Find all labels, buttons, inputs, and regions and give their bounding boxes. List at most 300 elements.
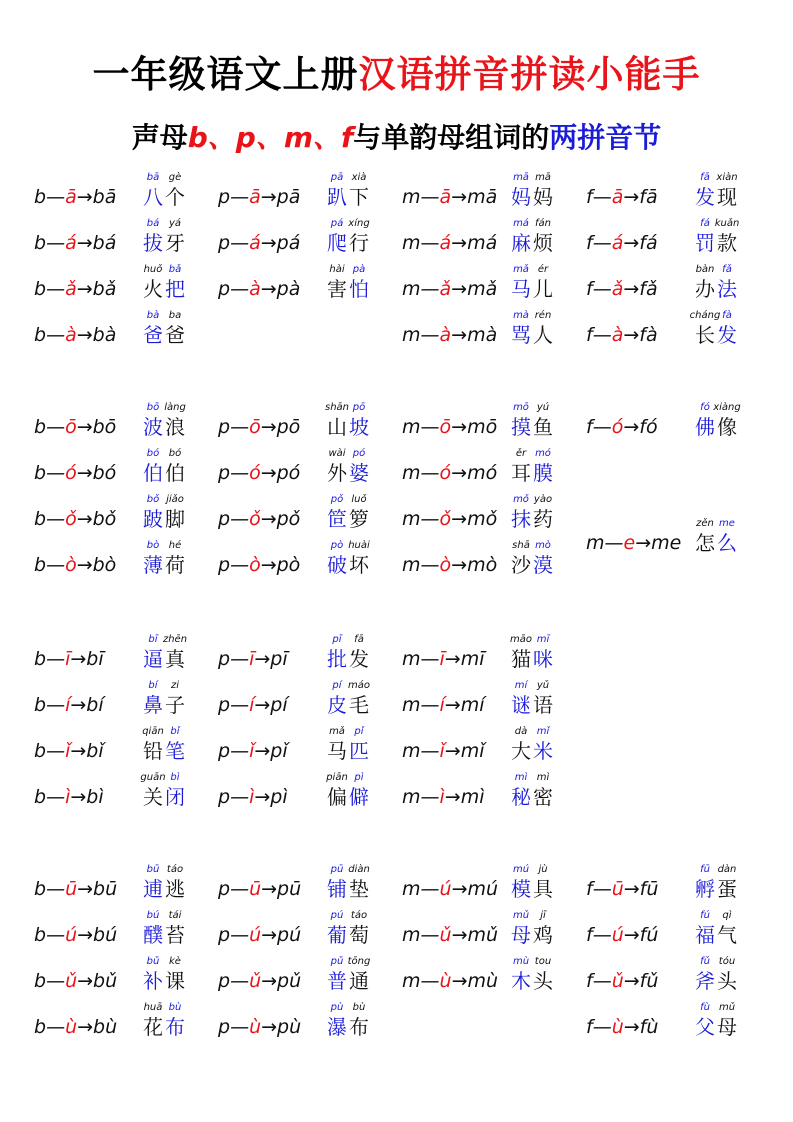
- result-syllable: me: [651, 532, 682, 554]
- example-word: [694, 172, 738, 218]
- word-character: [716, 1002, 738, 1048]
- word-character: [532, 448, 554, 494]
- initial-letter: b: [34, 324, 47, 346]
- final-vowel: ǐ: [439, 740, 445, 762]
- pinyin-label: fù: [700, 1002, 710, 1013]
- dash-connector: —: [230, 278, 250, 300]
- final-vowel: ā: [65, 186, 77, 208]
- initial-letter: p: [218, 462, 231, 484]
- hanzi-character: 人: [533, 323, 553, 347]
- initial-letter: m: [402, 554, 421, 576]
- syllable-formula: [34, 1016, 117, 1038]
- arrow-connector: →: [451, 416, 468, 438]
- arrow-connector: →: [623, 278, 640, 300]
- syllable-formula: [402, 324, 497, 346]
- example-word: [142, 634, 186, 680]
- example-word: [142, 172, 186, 218]
- final-vowel: í: [249, 694, 255, 716]
- hanzi-character: 牙: [165, 231, 185, 255]
- syllable-entry: [402, 264, 592, 310]
- hanzi-character: 福: [695, 923, 715, 947]
- arrow-connector: →: [254, 786, 271, 808]
- hanzi-character: 头: [717, 969, 737, 993]
- dash-connector: —: [230, 740, 250, 762]
- pinyin-label: bá: [146, 218, 160, 229]
- dash-connector: —: [230, 508, 250, 530]
- pinyin-label: huā: [143, 1002, 163, 1013]
- example-word: [510, 448, 554, 494]
- initial-letter: p: [218, 416, 231, 438]
- syllable-entry: [34, 402, 224, 448]
- final-vowel: ǔ: [249, 970, 262, 992]
- word-character: [716, 518, 738, 564]
- syllable-formula: [586, 970, 658, 992]
- final-vowel: à: [249, 278, 261, 300]
- example-word: [694, 1002, 738, 1048]
- result-syllable: pá: [276, 232, 301, 254]
- pinyin-label: làng: [164, 402, 186, 413]
- pinyin-label: zěn: [696, 518, 714, 529]
- pinyin-label: pì: [354, 772, 364, 783]
- pinyin-label: fā: [700, 172, 710, 183]
- dash-connector: —: [420, 508, 440, 530]
- word-character: [164, 910, 186, 956]
- arrow-connector: →: [623, 324, 640, 346]
- dash-connector: —: [230, 462, 250, 484]
- final-vowel: à: [439, 324, 452, 346]
- syllable-entry: [402, 540, 592, 586]
- syllable-entry: [218, 172, 408, 218]
- hanzi-character: 偏: [327, 785, 347, 809]
- syllable-entry: [34, 172, 224, 218]
- example-word: [326, 264, 370, 310]
- arrow-connector: →: [260, 508, 277, 530]
- page-title: [0, 44, 793, 98]
- arrow-connector: →: [76, 324, 93, 346]
- syllable-formula: [586, 416, 658, 438]
- pinyin-label: bì: [170, 772, 180, 783]
- initial-letter: p: [218, 278, 231, 300]
- syllable-formula: [218, 970, 301, 992]
- result-syllable: bú: [93, 924, 118, 946]
- example-word: [326, 402, 370, 448]
- pinyin-label: qiān: [142, 726, 164, 737]
- arrow-connector: →: [623, 232, 640, 254]
- final-vowel: ì: [439, 786, 445, 808]
- example-word: [142, 218, 186, 264]
- arrow-connector: →: [76, 416, 93, 438]
- subtitle-part-2: b、p、m、f: [187, 121, 354, 154]
- example-word: [326, 864, 370, 910]
- pinyin-label: piān: [326, 772, 348, 783]
- result-syllable: bī: [86, 648, 104, 670]
- dash-connector: —: [230, 878, 250, 900]
- syllable-entry: [586, 402, 776, 448]
- example-word: [689, 310, 738, 356]
- syllable-entry: [218, 1002, 408, 1048]
- pinyin-label: yào: [533, 494, 553, 505]
- syllable-entry: [586, 1002, 776, 1048]
- syllable-formula: [34, 970, 117, 992]
- example-word: [510, 494, 554, 540]
- example-word: [326, 172, 370, 218]
- hanzi-character: 波: [143, 415, 163, 439]
- dash-connector: —: [46, 740, 66, 762]
- pinyin-label: fǔ: [700, 956, 710, 967]
- dash-connector: —: [420, 786, 440, 808]
- example-word: [142, 448, 186, 494]
- word-character: [164, 540, 186, 586]
- syllable-entry: [34, 680, 224, 726]
- word-character: [164, 864, 186, 910]
- hanzi-character: 薄: [143, 553, 163, 577]
- hanzi-character: 醭: [143, 923, 163, 947]
- word-character: [532, 172, 554, 218]
- final-vowel: ī: [439, 648, 445, 670]
- arrow-connector: →: [635, 532, 652, 554]
- example-word: [694, 402, 741, 448]
- dash-connector: —: [46, 924, 66, 946]
- dash-connector: —: [46, 462, 66, 484]
- final-vowel: í: [439, 694, 445, 716]
- syllable-entry: [402, 402, 592, 448]
- final-vowel: ù: [249, 1016, 262, 1038]
- syllable-entry: [34, 864, 224, 910]
- pinyin-label: mì: [514, 772, 528, 783]
- initial-letter: b: [34, 1016, 47, 1038]
- syllable-formula: [34, 786, 104, 808]
- pinyin-label: ba: [168, 310, 182, 321]
- arrow-connector: →: [623, 416, 640, 438]
- result-syllable: bō: [92, 416, 117, 438]
- dash-connector: —: [420, 324, 440, 346]
- pinyin-label: bó: [168, 448, 182, 459]
- word-character: [164, 634, 186, 680]
- pinyin-label: fó: [700, 402, 710, 413]
- word-character: [532, 726, 554, 772]
- final-vowel: ì: [249, 786, 255, 808]
- hanzi-character: 萄: [349, 923, 369, 947]
- final-vowel: ù: [611, 1016, 624, 1038]
- example-word: [142, 680, 186, 726]
- example-word: [142, 402, 186, 448]
- word-character: [716, 310, 738, 356]
- syllable-entry: [218, 910, 408, 956]
- word-character: [164, 448, 186, 494]
- dash-connector: —: [46, 324, 66, 346]
- pinyin-label: pǒ: [330, 494, 344, 505]
- result-syllable: mǎ: [467, 278, 498, 300]
- hanzi-character: 毛: [349, 693, 369, 717]
- hanzi-character: 僻: [349, 785, 369, 809]
- hanzi-character: 模: [511, 877, 531, 901]
- word-character: [532, 634, 554, 680]
- initial-letter: f: [586, 232, 593, 254]
- hanzi-character: 米: [533, 739, 553, 763]
- pinyin-label: pō: [352, 402, 366, 413]
- example-word: [326, 448, 370, 494]
- initial-letter: m: [402, 462, 421, 484]
- pinyin-label: mǔ: [718, 1002, 736, 1013]
- word-character: [532, 494, 554, 540]
- syllable-formula: [402, 970, 498, 992]
- hanzi-character: 鱼: [533, 415, 553, 439]
- pinyin-label: tái: [168, 910, 182, 921]
- dash-connector: —: [230, 648, 250, 670]
- syllable-formula: [218, 740, 288, 762]
- initial-letter: m: [402, 416, 421, 438]
- final-vowel: ǔ: [65, 970, 78, 992]
- hanzi-character: 沙: [511, 553, 531, 577]
- initial-letter: m: [586, 532, 605, 554]
- word-character: [348, 172, 370, 218]
- initial-letter: b: [34, 508, 47, 530]
- word-character: [348, 540, 370, 586]
- example-word: [326, 494, 370, 540]
- syllable-formula: [402, 694, 485, 716]
- dash-connector: —: [230, 786, 250, 808]
- dash-connector: —: [230, 186, 250, 208]
- syllable-formula: [402, 278, 497, 300]
- initial-letter: b: [34, 648, 47, 670]
- final-vowel: ū: [65, 878, 78, 900]
- dash-connector: —: [46, 416, 66, 438]
- arrow-connector: →: [451, 324, 468, 346]
- word-character: [164, 772, 186, 818]
- hanzi-character: 箩: [349, 507, 369, 531]
- final-vowel: ō: [439, 416, 452, 438]
- initial-letter: m: [402, 694, 421, 716]
- pinyin-label: táo: [350, 910, 368, 921]
- hanzi-character: 逼: [143, 647, 163, 671]
- final-vowel: ò: [439, 554, 452, 576]
- syllable-formula: [218, 278, 300, 300]
- result-syllable: mí: [460, 694, 485, 716]
- final-vowel: ā: [439, 186, 452, 208]
- dash-connector: —: [46, 508, 66, 530]
- hanzi-character: 个: [165, 185, 185, 209]
- syllable-entry: [402, 956, 592, 1002]
- arrow-connector: →: [451, 232, 468, 254]
- initial-letter: p: [218, 694, 231, 716]
- final-vowel: ù: [439, 970, 452, 992]
- example-word: [510, 172, 554, 218]
- initial-letter: p: [218, 186, 231, 208]
- syllable-formula: [402, 186, 497, 208]
- final-vowel: ǒ: [65, 508, 77, 530]
- hanzi-character: 现: [717, 185, 737, 209]
- final-vowel: ǎ: [65, 278, 77, 300]
- hanzi-character: 铺: [327, 877, 347, 901]
- syllable-formula: [34, 278, 116, 300]
- pinyin-label: bí: [148, 680, 158, 691]
- final-vowel: ā: [249, 186, 261, 208]
- arrow-connector: →: [444, 786, 461, 808]
- page-subtitle: [0, 116, 793, 156]
- syllable-formula: [402, 786, 485, 808]
- word-character: [532, 680, 554, 726]
- syllable-entry: [586, 910, 776, 956]
- dash-connector: —: [420, 186, 440, 208]
- subtitle-part-3: 与单韵母组词的: [353, 121, 550, 154]
- example-word: [694, 518, 738, 564]
- result-syllable: bó: [92, 462, 117, 484]
- result-syllable: mò: [467, 554, 498, 576]
- initial-letter: m: [402, 278, 421, 300]
- example-word: [510, 910, 554, 956]
- pinyin-label: má: [513, 218, 529, 229]
- initial-letter: p: [218, 232, 231, 254]
- result-syllable: bì: [86, 786, 104, 808]
- syllable-entry: [34, 1002, 224, 1048]
- hanzi-character: 长: [695, 323, 715, 347]
- syllable-entry: [34, 910, 224, 956]
- arrow-connector: →: [623, 1016, 640, 1038]
- dash-connector: —: [420, 648, 440, 670]
- hanzi-character: 漠: [533, 553, 553, 577]
- pinyin-label: mǔ: [512, 910, 530, 921]
- example-word: [142, 310, 186, 356]
- word-character: [716, 264, 738, 310]
- arrow-connector: →: [77, 1016, 94, 1038]
- pinyin-label: yǔ: [536, 680, 550, 691]
- final-vowel: ǎ: [611, 278, 624, 300]
- hanzi-character: 斧: [695, 969, 715, 993]
- initial-letter: b: [34, 416, 47, 438]
- syllable-formula: [34, 232, 116, 254]
- dash-connector: —: [230, 1016, 250, 1038]
- hanzi-character: 大: [511, 739, 531, 763]
- result-syllable: pī: [270, 648, 288, 670]
- syllable-formula: [218, 648, 288, 670]
- dash-connector: —: [420, 924, 440, 946]
- result-syllable: fà: [639, 324, 658, 346]
- initial-letter: b: [34, 232, 47, 254]
- word-character: [164, 264, 186, 310]
- hanzi-character: 下: [349, 185, 369, 209]
- initial-letter: f: [586, 278, 593, 300]
- pinyin-label: pó: [352, 448, 366, 459]
- hanzi-character: 脚: [165, 507, 185, 531]
- syllable-entry: [402, 910, 592, 956]
- hanzi-character: 密: [533, 785, 553, 809]
- hanzi-character: 布: [165, 1015, 185, 1039]
- pinyin-label: mà: [513, 310, 529, 321]
- result-syllable: pā: [276, 186, 301, 208]
- pinyin-label: bù: [352, 1002, 366, 1013]
- result-syllable: pú: [277, 924, 302, 946]
- hanzi-character: 补: [143, 969, 163, 993]
- syllable-formula: [402, 924, 498, 946]
- pinyin-label: zhēn: [162, 634, 188, 645]
- example-word: [694, 264, 738, 310]
- pinyin-label: hé: [168, 540, 182, 551]
- word-character: [716, 218, 738, 264]
- final-vowel: á: [249, 232, 261, 254]
- result-syllable: mà: [467, 324, 498, 346]
- initial-letter: f: [586, 324, 593, 346]
- final-vowel: ú: [611, 924, 624, 946]
- word-character: [348, 448, 370, 494]
- pinyin-label: xíng: [348, 218, 370, 229]
- dash-connector: —: [604, 532, 624, 554]
- pinyin-label: pǔ: [330, 956, 344, 967]
- dash-connector: —: [592, 924, 612, 946]
- word-character: [348, 494, 370, 540]
- arrow-connector: →: [444, 694, 461, 716]
- hanzi-character: 麻: [511, 231, 531, 255]
- hanzi-character: 逃: [165, 877, 185, 901]
- arrow-connector: →: [260, 278, 277, 300]
- dash-connector: —: [420, 554, 440, 576]
- final-vowel: ā: [611, 186, 624, 208]
- pinyin-label: bī: [148, 634, 158, 645]
- example-word: [510, 540, 554, 586]
- result-syllable: pō: [276, 416, 301, 438]
- arrow-connector: →: [451, 186, 468, 208]
- result-syllable: pù: [277, 1016, 302, 1038]
- word-character: [532, 910, 554, 956]
- result-syllable: bí: [86, 694, 104, 716]
- pinyin-label: mǒ: [513, 494, 529, 505]
- syllable-entry: [34, 264, 224, 310]
- syllable-entry: [218, 864, 408, 910]
- hanzi-character: 怕: [349, 277, 369, 301]
- syllable-entry: [34, 310, 224, 356]
- pinyin-label: māo: [510, 634, 532, 645]
- hanzi-character: 真: [165, 647, 185, 671]
- result-syllable: fǔ: [639, 970, 659, 992]
- hanzi-character: 鼻: [143, 693, 163, 717]
- pinyin-label: mā: [513, 172, 529, 183]
- pinyin-label: mǎ: [329, 726, 345, 737]
- syllable-entry: [218, 680, 408, 726]
- syllable-entry: [402, 448, 592, 494]
- result-syllable: bò: [92, 554, 117, 576]
- syllable-entry: [34, 218, 224, 264]
- final-vowel: ó: [65, 462, 77, 484]
- initial-letter: m: [402, 186, 421, 208]
- syllable-formula: [586, 924, 658, 946]
- pinyin-label: bǐ: [170, 726, 180, 737]
- pinyin-label: bǔ: [146, 956, 160, 967]
- arrow-connector: →: [261, 970, 278, 992]
- final-vowel: í: [65, 694, 71, 716]
- pinyin-label: huài: [348, 540, 370, 551]
- final-vowel: ó: [249, 462, 261, 484]
- word-character: [716, 172, 738, 218]
- word-character: [716, 864, 738, 910]
- pinyin-label: fà: [722, 310, 732, 321]
- word-character: [532, 956, 554, 1002]
- syllable-formula: [218, 878, 301, 900]
- word-character: [164, 680, 186, 726]
- initial-letter: p: [218, 648, 231, 670]
- pinyin-label: pí: [332, 680, 342, 691]
- dash-connector: —: [46, 786, 66, 808]
- syllable-formula: [34, 324, 116, 346]
- result-syllable: pà: [276, 278, 301, 300]
- syllable-entry: [34, 726, 224, 772]
- initial-letter: m: [402, 648, 421, 670]
- dash-connector: —: [230, 554, 250, 576]
- pinyin-label: fā: [354, 634, 364, 645]
- initial-letter: m: [402, 324, 421, 346]
- pinyin-label: táo: [166, 864, 184, 875]
- arrow-connector: →: [444, 648, 461, 670]
- pinyin-label: fán: [535, 218, 551, 229]
- dash-connector: —: [420, 970, 440, 992]
